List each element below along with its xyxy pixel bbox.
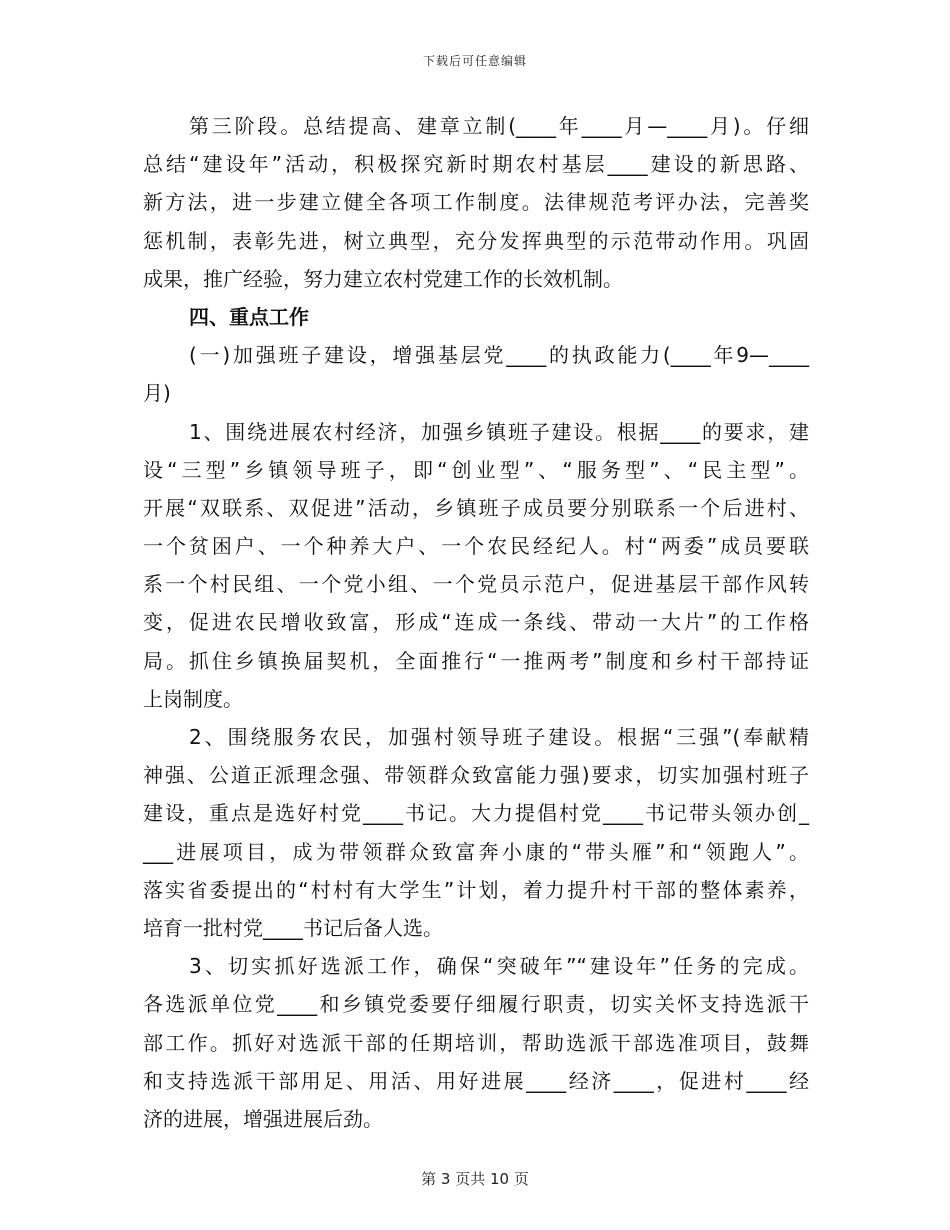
text-line: 培育一批村党____书记后备人选。	[143, 915, 443, 940]
text-line: 上岗制度。	[143, 686, 243, 711]
section-heading: 四、重点工作	[189, 304, 309, 329]
text-line: 1、围绕进展农村经济，加强乡镇班子建设。根据____的要求，建	[189, 419, 809, 444]
text-line: 3、切实抓好选派工作，确保“突破年”“建设年”任务的完成。	[189, 954, 809, 979]
text-line: 落实省委提出的“村村有大学生”计划，着力提升村干部的整体素养，	[143, 877, 809, 902]
text-line: 一个贫困户、一个种养大户、一个农民经纪人。村“两委”成员要联	[143, 534, 809, 559]
page-footer: 第 3 页共 10 页	[421, 1170, 529, 1188]
subsection-heading: (一)加强班子建设，增强基层党____的执政能力(____年9—____	[189, 343, 809, 368]
text-line: 月)	[143, 381, 171, 406]
text-line: 各选派单位党____和乡镇党委要仔细履行职责，切实关怀支持选派干	[143, 992, 809, 1017]
text-line: 总结“建设年”活动，积极探究新时期农村基层____建设的新思路、	[143, 152, 809, 177]
text-line: 第三阶段。总结提高、建章立制(____年____月—____月)。仔细	[189, 114, 809, 138]
text-line: 局。抓住乡镇换届契机，全面推行“一推两考”制度和乡村干部持证	[143, 648, 809, 673]
text-line: 神强、公道正派理念强、带领群众致富能力强)要求，切实加强村班子	[143, 763, 809, 788]
text-line: 济的进展，增强进展后劲。	[143, 1106, 383, 1131]
page-header: 下载后可任意编辑	[422, 54, 527, 68]
text-line: 成果，推广经验，努力建立农村党建工作的长效机制。	[143, 266, 623, 291]
text-line: 变，促进农民增收致富，形成“连成一条线、带动一大片”的工作格	[143, 610, 809, 635]
text-line: 设“三型”乡镇领导班子，即“创业型”、“服务型”、“民主型”。	[143, 457, 809, 482]
text-line: 开展“双联系、双促进”活动，乡镇班子成员要分别联系一个后进村、	[143, 495, 809, 520]
text-line: 建设，重点是选好村党____书记。大力提倡村党____书记带头领办创_	[143, 801, 809, 826]
text-line: ___进展项目，成为带领群众致富奔小康的“带头雁”和“领跑人”。	[143, 839, 809, 864]
text-line: 新方法，进一步建立健全各项工作制度。法律规范考评办法，完善奖	[143, 190, 809, 215]
text-line: 惩机制，表彰先进，树立典型，充分发挥典型的示范带动作用。巩固	[143, 228, 809, 253]
text-line: 系一个村民组、一个党小组、一个党员示范户，促进基层干部作风转	[143, 572, 809, 597]
document-body	[143, 107, 809, 1138]
text-line: 2、围绕服务农民，加强村领导班子建设。根据“三强”(奉献精	[189, 725, 809, 749]
text-line: 部工作。抓好对选派干部的任期培训，帮助选派干部选准项目，鼓舞	[143, 1030, 809, 1055]
text-line: 和支持选派干部用足、用活、用好进展____经济____，促进村____经	[143, 1068, 809, 1093]
